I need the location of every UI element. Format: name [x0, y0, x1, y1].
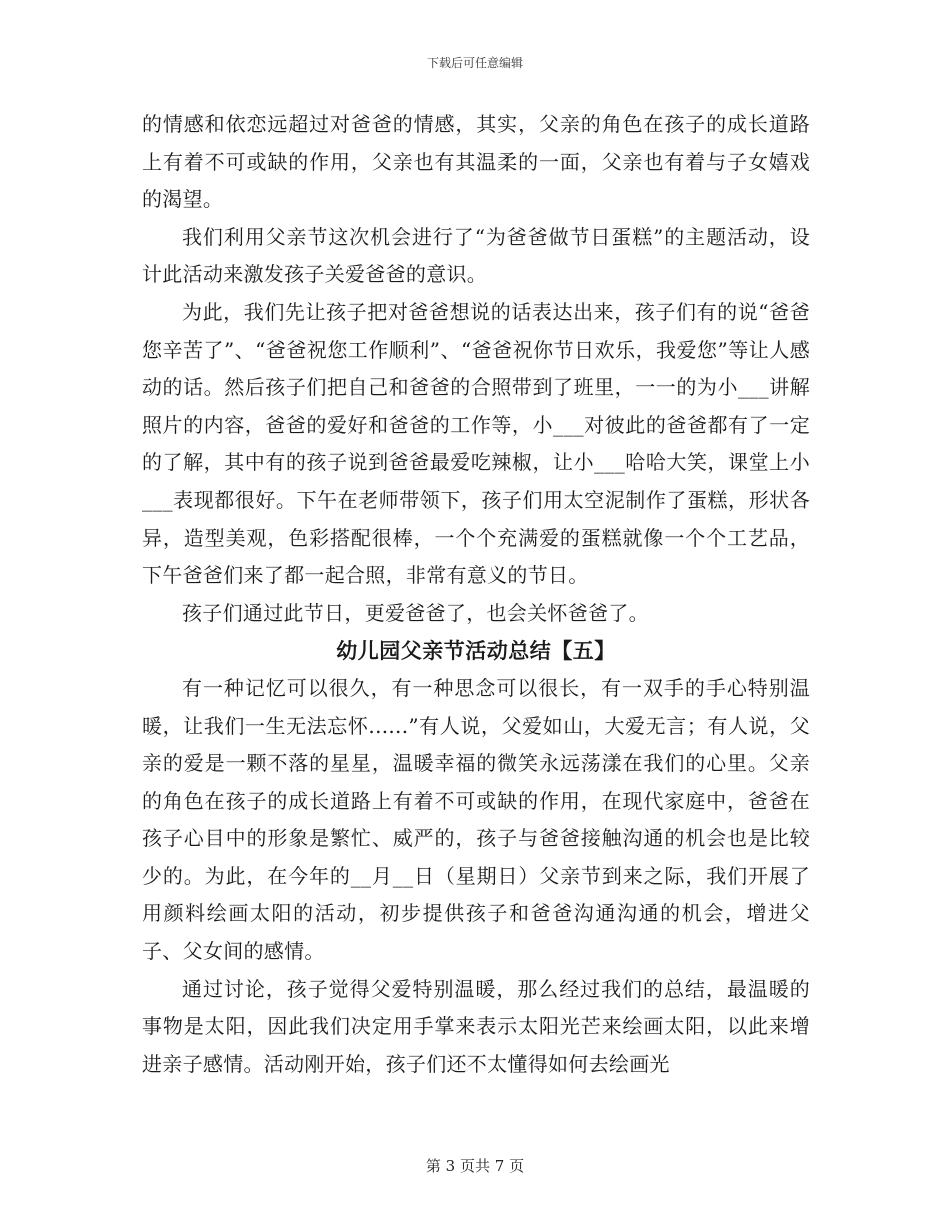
paragraph-activity-conclusion: 孩子们通过此节日，更爱爸爸了，也会关怀爸爸了。	[182, 600, 649, 625]
paragraph-section-five-discussion: 通过讨论，孩子觉得父爱特别温暖，那么经过我们的总结，最温暖的事物是太阳，因此我们决定用手掌来表示太阳光芒来绘画太阳，以此来增进亲子感情。活动刚开始，孩子们还不太懂得如何去绘画光	[142, 976, 810, 1076]
paragraph-activity-intro: 我们利用父亲节这次机会进行了“为爸爸做节日蛋糕”的主题活动，设计此活动来激发孩子关爱爸爸的意识。	[142, 224, 810, 287]
paragraph-section-five-intro: 有一种记忆可以很久，有一种思念可以很长，有一双手的手心特别温暖，让我们一生无法忘怀......”有人说，父爱如山，大爱无言；有人说，父亲的爱是一颗不落的星星，温暖幸福的微笑永远荡漾在我们的心里。父亲的角色在孩子的成长道路上有着不可或缺的作用，在现代家庭中，爸爸在孩子心目中的形象是繁忙、威严的，孩子与爸爸接触沟通的机会也是比较少的。为此，在今年的__月__日（星期日）父亲节到来之际，我们开展了用颜料绘画太阳的活动，初步提供孩子和爸爸沟通沟通的机会，增进父子、父女间的感情。	[142, 675, 810, 964]
page-number: 第 3 页共 7 页	[425, 1157, 525, 1175]
page-header-note: 下载后可任意编辑	[426, 56, 523, 70]
paragraph-activity-details: 为此，我们先让孩子把对爸爸想说的话表达出来，孩子们有的说“爸爸您辛苦了”、“爸爸祝您工作顺利”、“爸爸祝你节日欢乐，我爱您”等让人感动的话。然后孩子们把自己和爸爸的合照带到了班里，一一的为小___讲解照片的内容，爸爸的爱好和爸爸的工作等，小___对彼此的爸爸都有了一定的了解，其中有的孩子说到爸爸最爱吃辣椒，让小___哈哈大笑，课堂上小___表现都很好。下午在老师带领下，孩子们用太空泥制作了蛋糕，形状各异，造型美观，色彩搭配很棒，一个个充满爱的蛋糕就像一个个工艺品，下午爸爸们来了都一起合照，非常有意义的节日。	[142, 299, 810, 588]
paragraph-continuation: 的情感和依恋远超过对爸爸的情感，其实，父亲的角色在孩子的成长道路上有着不可或缺的作用，父亲也有其温柔的一面，父亲也有着与子女嬉戏的渴望。	[142, 112, 810, 212]
section-title: 幼儿园父亲节活动总结【五】	[336, 638, 616, 664]
document-body	[142, 106, 810, 1083]
